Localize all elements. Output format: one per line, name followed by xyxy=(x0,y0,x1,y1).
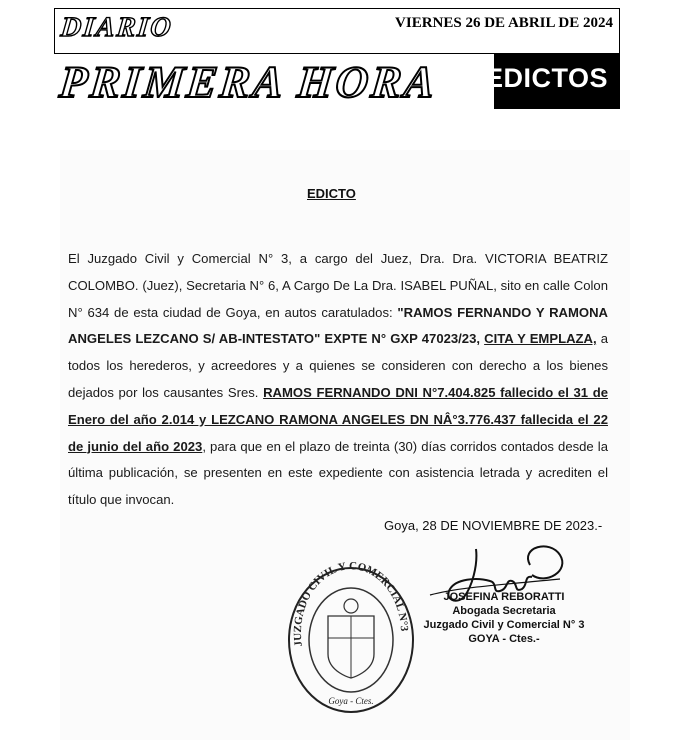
deceased-details: RAMOS FERNANDO DNI N°7.404.825 fallecido el 31 de Enero del año 2.014 y LEZCANO RAMONA ANGELES DN NÂ°3.776.437 fallecida el 22 de junio del año 2023 xyxy=(68,384,608,454)
signer-name: JOSEFINA REBORATTI xyxy=(443,591,565,603)
place-date: Goya, 28 DE NOVIEMBRE DE 2023.- xyxy=(384,518,603,533)
masthead-top-bar xyxy=(54,8,620,54)
case-title: "RAMOS FERNANDO Y RAMONA ANGELES LEZCANO S/ AB-INTESTATO" EXPTE N° GXP 47023/23, xyxy=(68,304,608,347)
signer-city: GOYA - Ctes.- xyxy=(468,633,540,645)
court-seal xyxy=(286,554,416,714)
signature-block xyxy=(404,590,604,646)
body-text-2: a todos los herederos, y acreedores y a quienes se consideren con derecho a los bienes dejados por los causantes Sres. xyxy=(68,331,609,400)
section-label: EDICTOS xyxy=(484,63,608,93)
body-text-1: El Juzgado Civil y Comercial N° 3, a cargo del Juez, Dra. Dra. VICTORIA BEATRIZ COLOMBO. (Juez), Secretaria N° 6, A Cargo De La Dra. ISABEL PUÑAL, sito en calle Colon N° 634 de esta ciudad de Goya, en autos caratulados: xyxy=(68,251,608,320)
signer-role: Abogada Secretaria xyxy=(452,605,556,617)
svg-text:JUZGADO CIVIL Y COMERCIAL N°3: JUZGADO CIVIL Y COMERCIAL N°3 xyxy=(291,560,411,648)
newspaper-name: PRIMERA HORA xyxy=(57,57,441,107)
body-text-3: , para que en el plazo de treinta (30) días corridos contados desde la última publicación, se presenten en este expediente con asistencia letrada y acrediten el título que invocan. xyxy=(68,438,609,508)
issue-date: VIERNES 26 DE ABRIL DE 2024 xyxy=(395,15,613,31)
masthead xyxy=(54,8,620,109)
masthead-bottom-bar xyxy=(54,54,620,109)
seal-bottom-text: Goya - Ctes. xyxy=(328,696,374,706)
signer-court: Juzgado Civil y Comercial N° 3 xyxy=(423,619,585,631)
diario-label: DIARIO xyxy=(59,12,175,43)
document-title: EDICTO xyxy=(307,186,356,201)
brand-panel xyxy=(54,54,494,109)
cita-emplaza: CITA Y EMPLAZA, xyxy=(484,331,597,347)
document-body xyxy=(68,246,608,514)
